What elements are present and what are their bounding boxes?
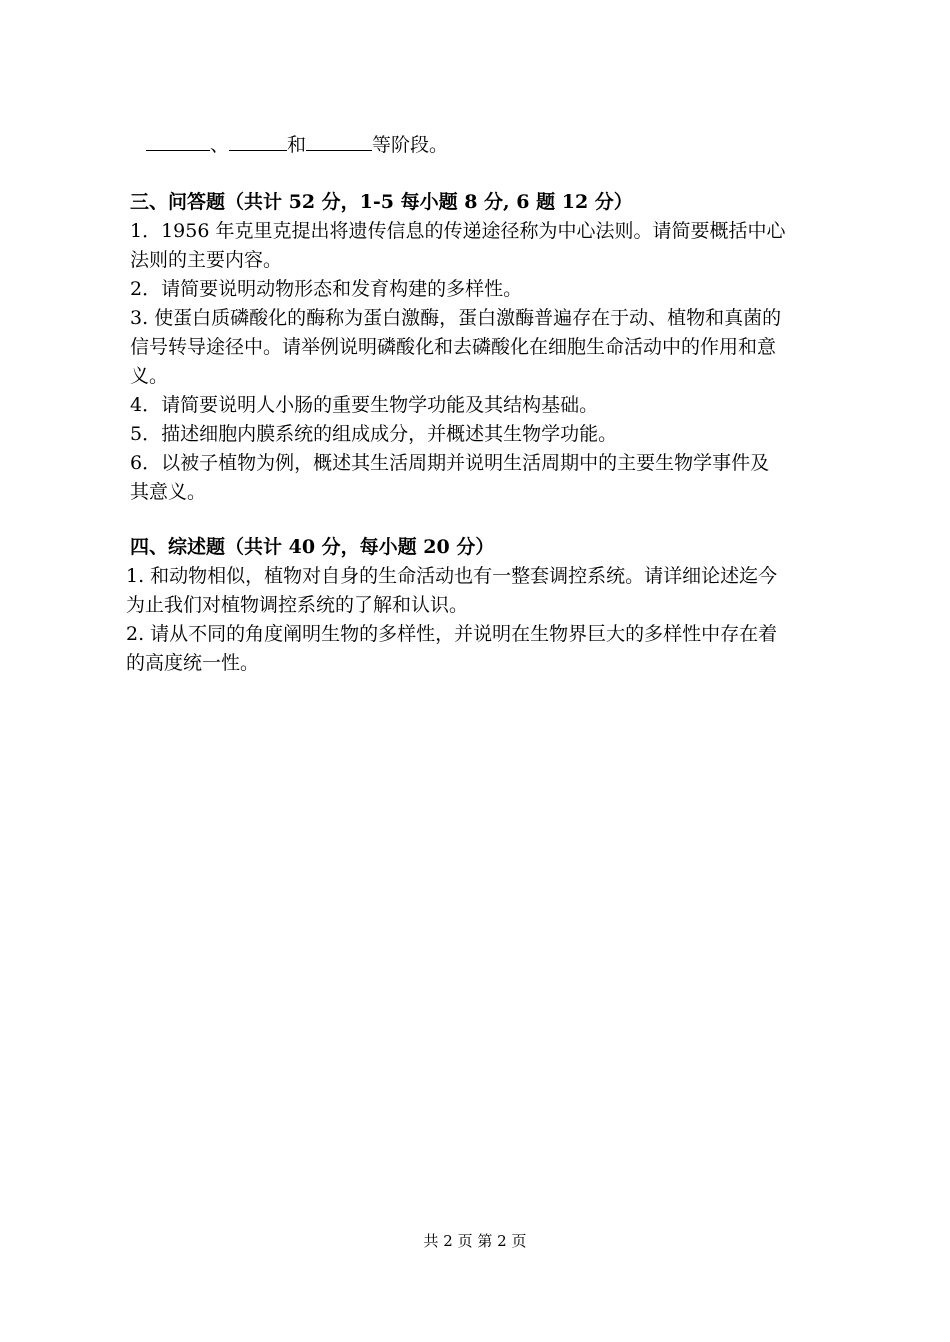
question-text: 的高度统一性。 <box>126 652 260 674</box>
question-text: 6．以被子植物为例，概述其生活周期并说明生活周期中的主要生物学事件及 <box>130 452 770 474</box>
question-text: 义。 <box>130 365 169 387</box>
question-text: 信号转导途径中。请举例说明磷酸化和去磷酸化在细胞生命活动中的作用和意 <box>130 336 777 358</box>
question-text: 1．1956 年克里克提出将遗传信息的传递途径称为中心法则。请简要概括中心 <box>130 220 786 242</box>
question-text: 其意义。 <box>130 481 207 503</box>
separator: 、 <box>210 134 230 156</box>
section-3-heading: 三、问答题（共计 52 分，1-5 每小题 8 分, 6 题 12 分） <box>130 191 633 213</box>
question-text: 2．请简要说明动物形态和发育构建的多样性。 <box>130 278 523 300</box>
question-text: 4．请简要说明人小肠的重要生物学功能及其结构基础。 <box>130 394 599 416</box>
section-4-heading: 四、综述题（共计 40 分，每小题 20 分） <box>130 536 495 558</box>
answer-blank-1 <box>146 132 210 151</box>
page-footer: 共 2 页 第 2 页 <box>423 1232 527 1250</box>
question-text: 2. 请从不同的角度阐明生物的多样性，并说明在生物界巨大的多样性中存在着 <box>126 623 778 645</box>
question-text: 1. 和动物相似，植物对自身的生命活动也有一整套调控系统。请详细论述迄今 <box>126 565 778 587</box>
separator: 和 <box>287 134 307 156</box>
answer-blank-2 <box>229 132 287 151</box>
question-text: 为止我们对植物调控系统的了解和认识。 <box>126 594 469 616</box>
answer-blank-3 <box>306 132 372 151</box>
fill-in-continuation <box>146 131 886 160</box>
continuation-tail: 等阶段。 <box>372 134 449 156</box>
question-text: 5．描述细胞内膜系统的组成成分，并概述其生物学功能。 <box>130 423 618 445</box>
question-text: 法则的主要内容。 <box>130 249 283 271</box>
question-text: 3. 使蛋白质磷酸化的酶称为蛋白激酶，蛋白激酶普遍存在于动、植物和真菌的 <box>130 307 782 329</box>
